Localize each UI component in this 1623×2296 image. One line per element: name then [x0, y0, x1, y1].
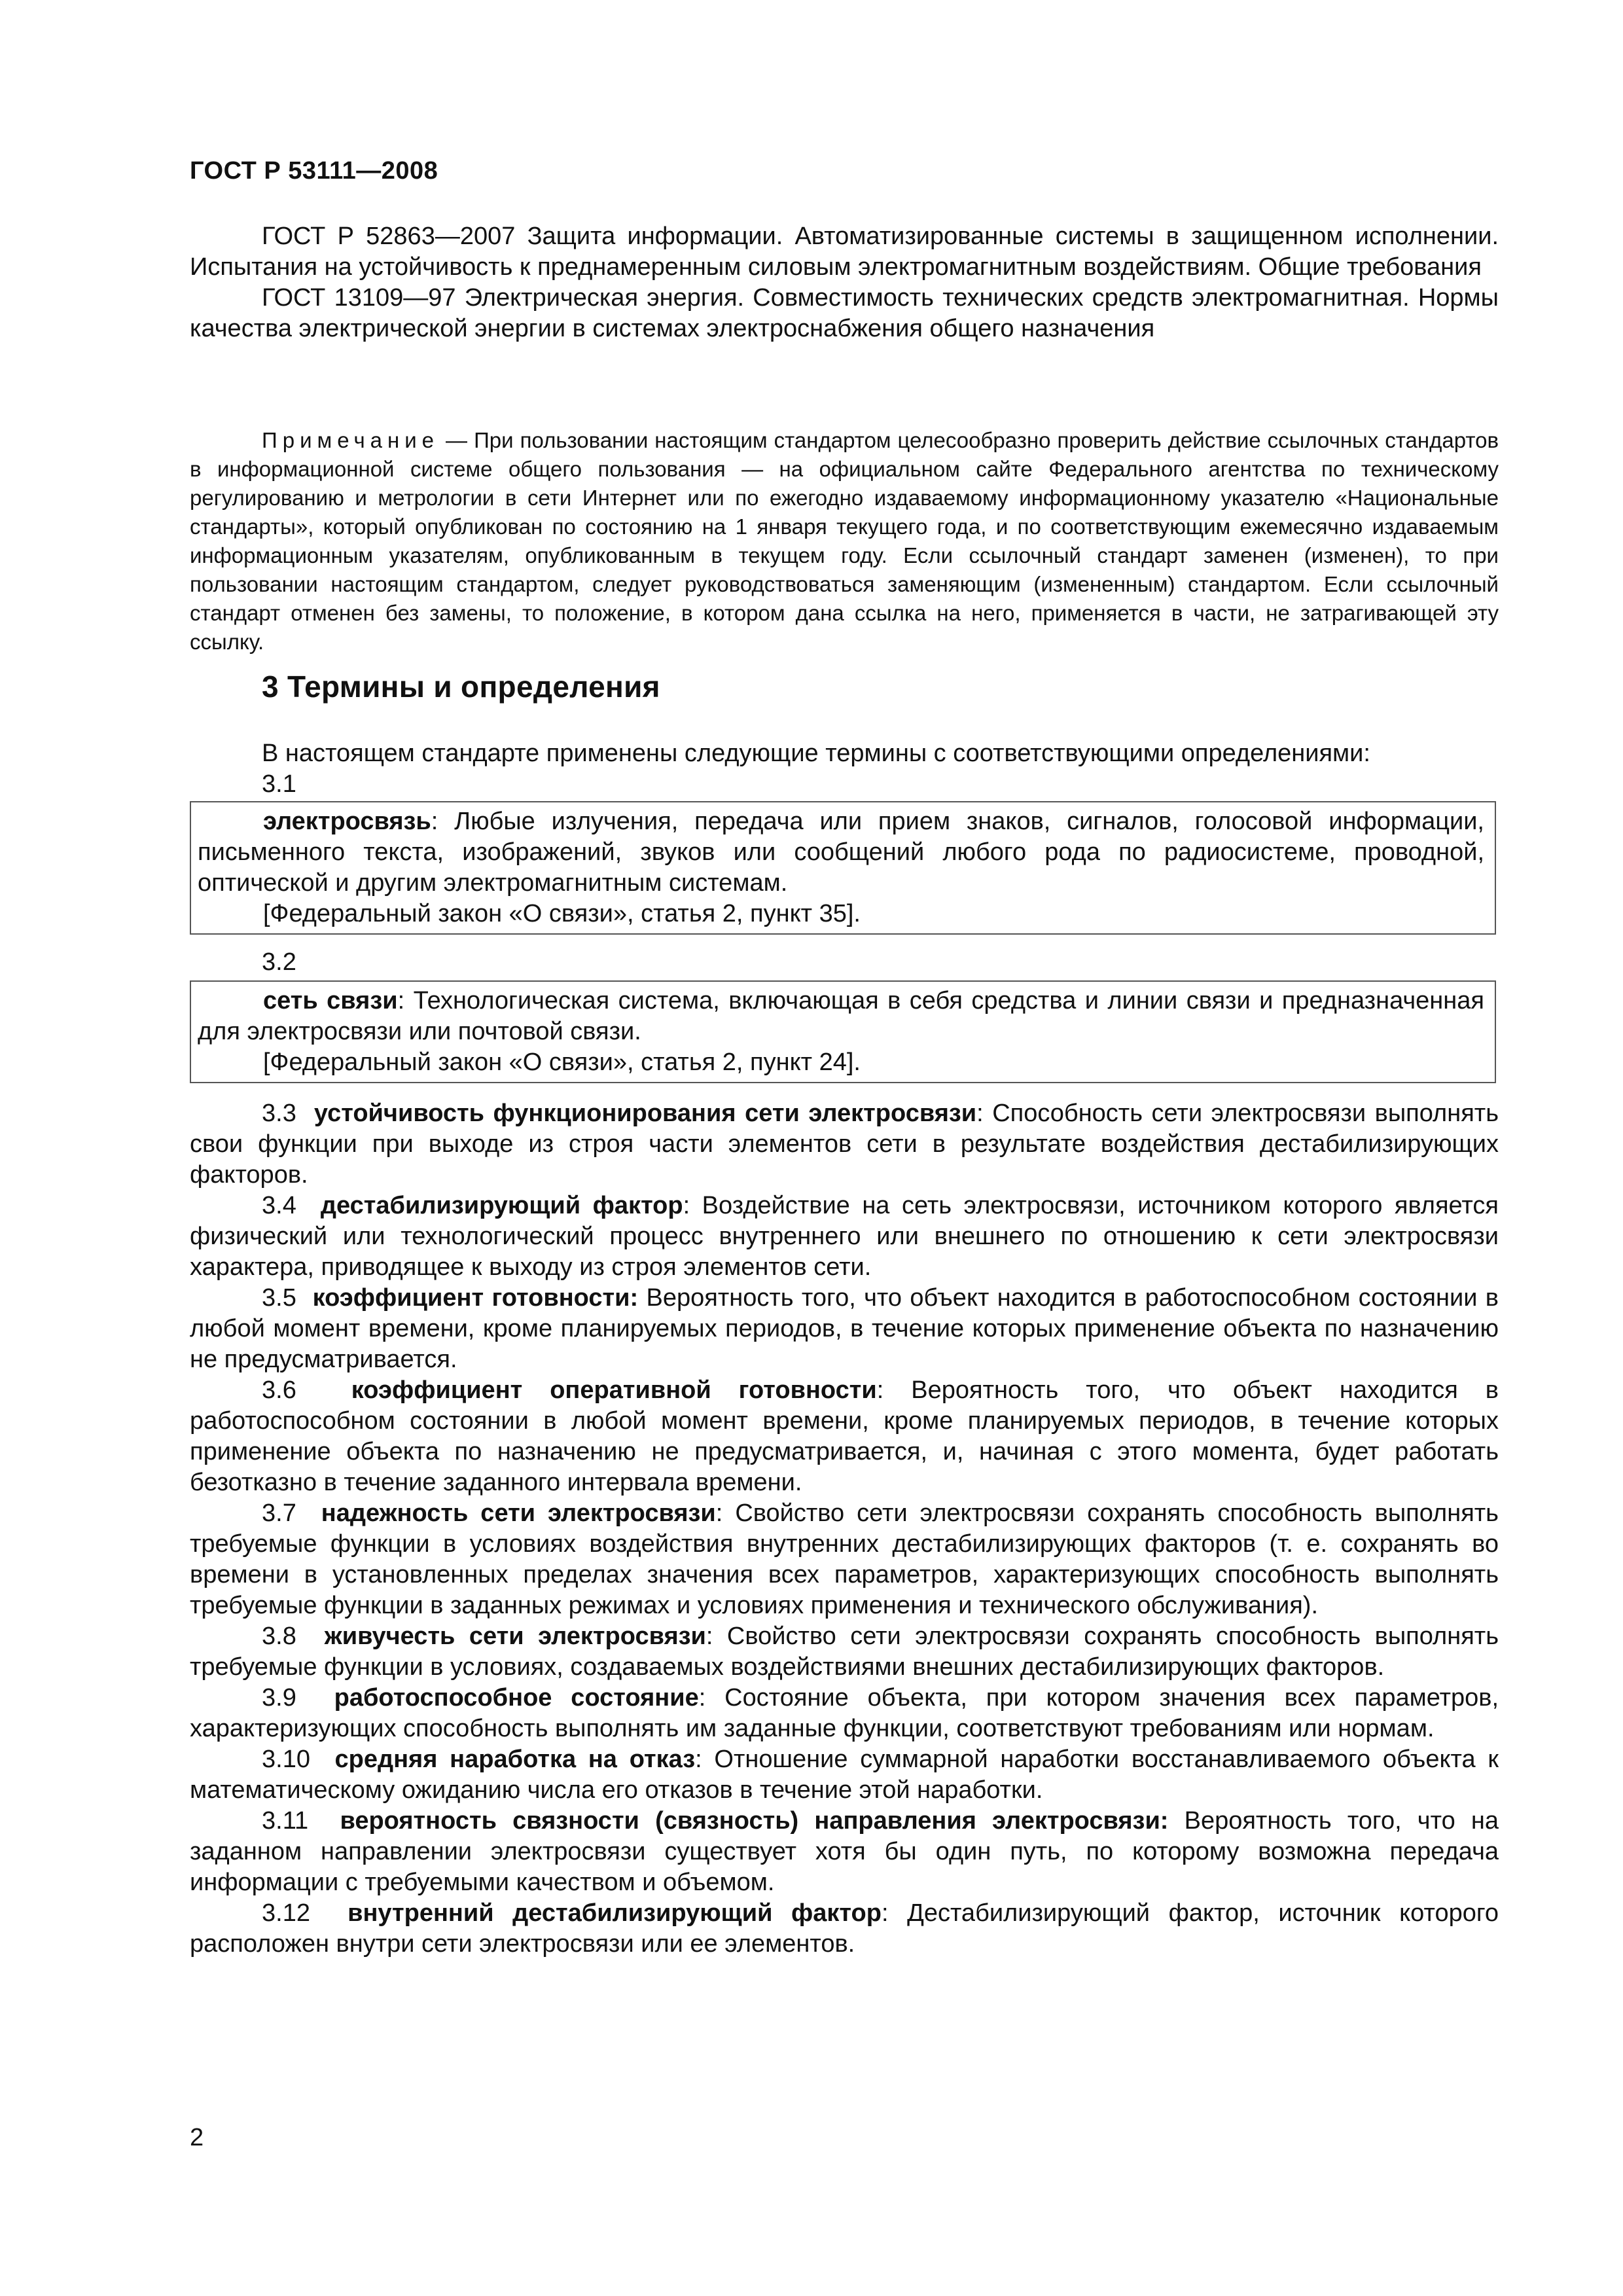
note-paragraph: [190, 426, 1499, 656]
term-number: 3.7: [262, 1499, 296, 1527]
term-definition: : Вероятность того, что объект находится в работоспособном состоянии в любой момент времени, кроме планируемых периодов, в течение которых применение объекта по назначению не предусматривается, и, начиная с этого момента, будет работать безотказно в течение заданного интервала времени.: [190, 1376, 1499, 1496]
term-number: 3.1: [262, 770, 296, 798]
boxed-term: [190, 980, 1496, 1083]
term-number: 3.5: [262, 1284, 296, 1312]
term-name: дестабилизирующий фактор: [320, 1192, 683, 1219]
term-definition: Вероятность того, что объект находится в работоспособном состоянии в любой момент времени, кроме планируемых периодов, в течение которых применение объекта по назначению не предусматривается.: [190, 1284, 1499, 1373]
term-source: [Федеральный закон «О связи», статья 2, пункт 35].: [263, 900, 861, 927]
term-definition: : Дестабилизирующий фактор, источник которого расположен внутри сети электросвязи или ее элементов.: [190, 1899, 1499, 1958]
term-name: коэффициент готовности:: [312, 1284, 639, 1312]
term-item: [190, 1191, 1499, 1283]
page-number: 2: [190, 2124, 204, 2151]
term-name: коэффициент оперативной готовности: [351, 1376, 877, 1404]
term-number: 3.12: [262, 1899, 310, 1927]
term-definition: : Способность сети электросвязи выполнять свои функции при выходе из строя части элементов сети в результате воздействия дестабилизирующих факторов.: [190, 1100, 1499, 1189]
reference-item: ГОСТ Р 52863—2007 Защита информации. Автоматизированные системы в защищенном исполнении. Испытания на устойчивость к преднамеренным силовым электромагнитным воздействиям. Общие требования: [190, 223, 1499, 281]
term-item: [190, 1683, 1499, 1744]
boxed-term: [190, 801, 1496, 935]
term-item: [190, 1898, 1499, 1960]
term-number: 3.3: [262, 1100, 296, 1127]
section-intro: [190, 738, 1499, 800]
term-source: [Федеральный закон «О связи», статья 2, пункт 24].: [263, 1049, 861, 1076]
normative-references: [190, 221, 1499, 344]
term-definition: : Любые излучения, передача или прием знаков, сигналов, голосовой информации, письменного текста, изображений, звуков или сообщений любого рода по радиосистеме, проводной, оптической и другим электромагнитным системам.: [198, 808, 1484, 897]
term-name: средняя наработка на отказ: [334, 1746, 696, 1773]
intro-text: В настоящем стандарте применены следующие термины с соответствующими определениями:: [262, 740, 1370, 767]
term-number: 3.8: [262, 1623, 296, 1650]
terms-list: [190, 1098, 1499, 1960]
term-name: внутренний дестабилизирующий фактор: [348, 1899, 882, 1927]
term-item: [190, 1375, 1499, 1498]
term-paragraph: [198, 986, 1484, 1047]
term-item: [190, 1283, 1499, 1375]
term-item: [190, 1621, 1499, 1683]
term-name: сеть связи: [263, 987, 398, 1014]
term-item: [190, 1498, 1499, 1621]
term-definition: : Технологическая система, включающая в себя средства и линии связи и предназначенная для электросвязи или почтовой связи.: [198, 987, 1484, 1045]
term-number: 3.10: [262, 1746, 310, 1773]
term-definition: : Отношение суммарной наработки восстанавливаемого объекта к математическому ожиданию числа его отказов в течение этой наработки.: [190, 1746, 1499, 1804]
term-definition: : Состояние объекта, при котором значения всех параметров, характеризующих способность выполнять им заданные функции, соответствуют требованиям или нормам.: [190, 1684, 1499, 1742]
term-name: работоспособное состояние: [334, 1684, 699, 1712]
term-definition: : Свойство сети электросвязи сохранять способность выполнять требуемые функции в условиях воздействия внутренних дестабилизирующих факторов (т. е. сохранять во времени в установленных пределах значения всех параметров, характеризующих способность выполнять требуемые функции в заданных режимах и условиях применения и технического обслуживания).: [190, 1499, 1499, 1619]
term-number: 3.4: [262, 1192, 296, 1219]
term-name: устойчивость функционирования сети электросвязи: [313, 1100, 977, 1127]
note-label: Примечание: [262, 428, 440, 452]
term-definition: : Свойство сети электросвязи сохранять способность выполнять требуемые функции в условиях, создаваемых воздействиями внешних дестабилизирующих факторов.: [190, 1623, 1499, 1681]
term-name: электросвязь: [263, 808, 431, 835]
term-name: надежность сети электросвязи: [321, 1499, 716, 1527]
section-title: 3 Термины и определения: [262, 670, 660, 704]
term-name: вероятность связности (связность) направления электросвязи:: [340, 1807, 1169, 1835]
term-number: 3.11: [262, 1807, 309, 1835]
reference-item: ГОСТ 13109—97 Электрическая энергия. Совместимость технических средств электромагнитная. Нормы качества электрической энергии в системах электроснабжения общего назначения: [190, 284, 1499, 342]
term-item: [190, 1098, 1499, 1191]
term-number: 3.6: [262, 1376, 296, 1404]
term-name: живучесть сети электросвязи: [324, 1623, 706, 1650]
document-page: [190, 0, 1499, 2296]
term-paragraph: [198, 806, 1484, 899]
term-definition: : Воздействие на сеть электросвязи, источником которого является физический или технологический процесс внутреннего или внешнего по отношению к сети электросвязи характера, приводящее к выходу из строя элементов сети.: [190, 1192, 1499, 1281]
term-definition: Вероятность того, что на заданном направлении электросвязи существует хотя бы один путь, по которому возможна передача информации с требуемыми качеством и объемом.: [190, 1807, 1499, 1896]
term-item: [190, 1744, 1499, 1806]
term-number: 3.9: [262, 1684, 296, 1712]
document-header: ГОСТ Р 53111—2008: [190, 157, 438, 185]
term-number: 3.2: [262, 948, 296, 976]
note-text: — При пользовании настоящим стандартом целесообразно проверить действие ссылочных стандартов в информационной системе общего пользования — на официальном сайте Федерального агентства по техническому регулированию и метрологии в сети Интернет или по ежегодно издаваемому информационному указателю «Национальные стандарты», который опубликован по состоянию на 1 января текущего года, и по соответствующим ежемесячно издаваемым информационным указателям, опубликованным в текущем году. Если ссылочный стандарт заменен (изменен), то при пользовании настоящим стандартом, следует руководствоваться заменяющим (измененным) стандартом. Если ссылочный стандарт отменен без замены, то положение, в котором дана ссылка на него, применяется в части, не затрагивающей эту ссылку.: [190, 428, 1499, 654]
term-item: [190, 1806, 1499, 1898]
